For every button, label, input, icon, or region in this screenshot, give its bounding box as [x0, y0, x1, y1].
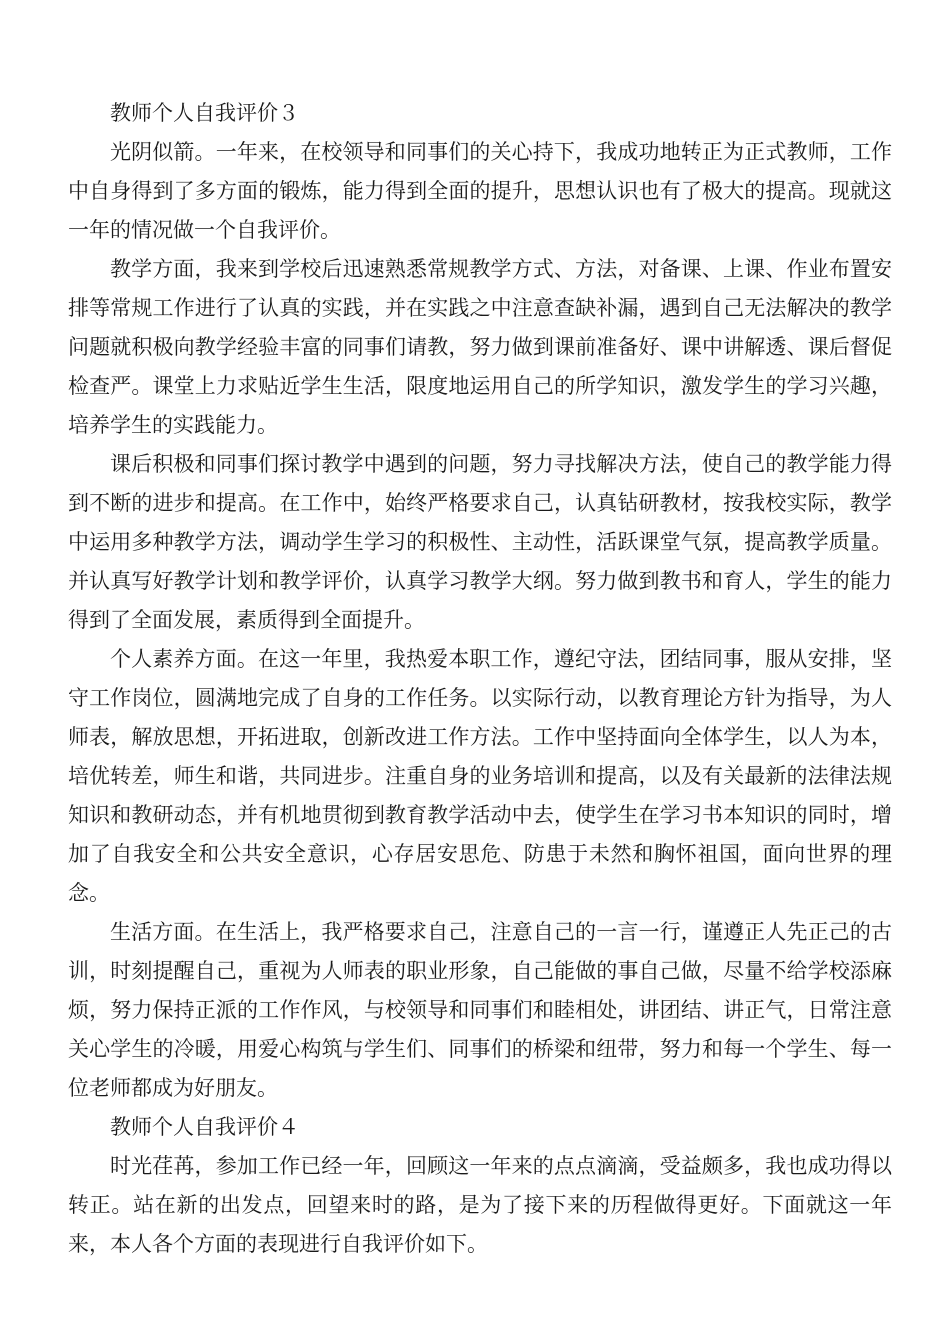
- paragraph: 课后积极和同事们探讨教学中遇到的问题，努力寻找解决方法，使自己的教学能力得到不断的进步和提高。在工作中，始终严格要求自己，认真钻研教材，按我校实际，教学中运用多种教学方法，调动学生学习的积极性、主动性，活跃课堂气氛，提高教学质量。并认真写好教学计划和教学评价，认真学习教学大纲。努力做到教书和育人，学生的能力得到了全面发展，素质得到全面提升。: [68, 452, 892, 632]
- paragraph: 光阴似箭。一年来，在校领导和同事们的关心持下，我成功地转正为正式教师，工作中自身得到了多方面的锻炼，能力得到全面的提升，思想认识也有了极大的提高。现就这一年的情况做一个自我评价。: [68, 140, 892, 242]
- paragraph: 生活方面。在生活上，我严格要求自己，注意自己的一言一行，谨遵正人先正己的古训，时刻提醒自己，重视为人师表的职业形象，自己能做的事自己做，尽量不给学校添麻烦，努力保持正派的工作作风，与校领导和同事们和睦相处，讲团结、讲正气，日常注意关心学生的冷暖，用爱心构筑与学生们、同事们的桥梁和纽带，努力和每一个学生、每一位老师都成为好朋友。: [68, 920, 892, 1100]
- document-body: [68, 94, 892, 1264]
- section-heading: 教师个人自我评价４: [110, 1115, 299, 1139]
- paragraph: 个人素养方面。在这一年里，我热爱本职工作，遵纪守法，团结同事，服从安排，坚守工作岗位，圆满地完成了自身的工作任务。以实际行动，以教育理论方针为指导，为人师表，解放思想，开拓进取，创新改进工作方法。工作中坚持面向全体学生，以人为本，培优转差，师生和谐，共同进步。注重自身的业务培训和提高，以及有关最新的法律法规知识和教研动态，并有机地贯彻到教育教学活动中去，使学生在学习书本知识的同时，增加了自我安全和公共安全意识，心存居安思危、防患于未然和胸怀祖国，面向世界的理念。: [68, 647, 892, 905]
- paragraph: 教学方面，我来到学校后迅速熟悉常规教学方式、方法，对备课、上课、作业布置安排等常规工作进行了认真的实践，并在实践之中注意查缺补漏，遇到自己无法解决的教学问题就积极向教学经验丰富的同事们请教，努力做到课前准备好、课中讲解透、课后督促检查严。课堂上力求贴近学生生活，限度地运用自己的所学知识，激发学生的学习兴趣，培养学生的实践能力。: [68, 257, 892, 437]
- section-heading: 教师个人自我评价３: [110, 101, 299, 125]
- paragraph: 时光荏苒，参加工作已经一年，回顾这一年来的点点滴滴，受益颇多，我也成功得以转正。站在新的出发点，回望来时的路，是为了接下来的历程做得更好。下面就这一年来，本人各个方面的表现进行自我评价如下。: [68, 1154, 892, 1256]
